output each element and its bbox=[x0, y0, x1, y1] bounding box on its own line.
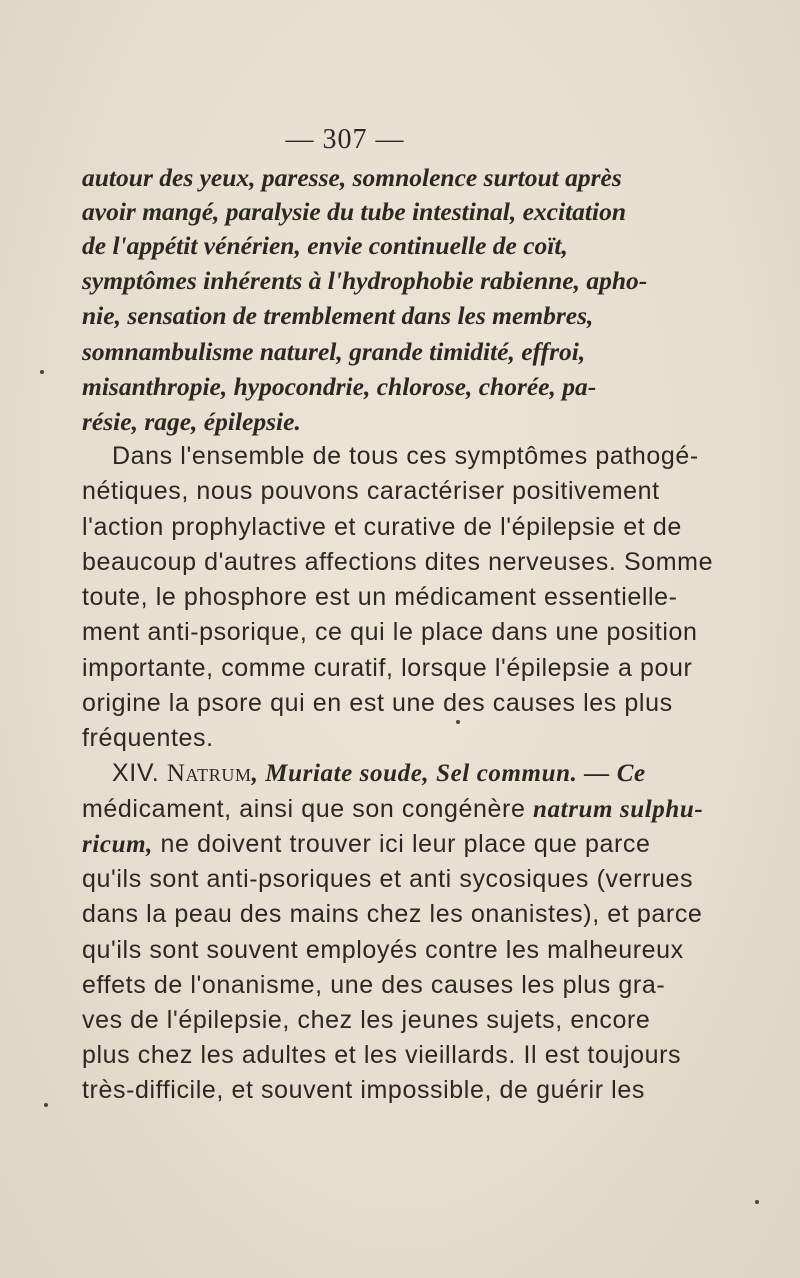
text-line-12: beaucoup d'autres affections dites nerveuses. Somme bbox=[82, 548, 714, 576]
text-line-19-rest: ne doivent trouver ici leur place que parce bbox=[152, 830, 651, 858]
text-line-18-start: médicament, ainsi que son congénère bbox=[82, 795, 526, 823]
paper-speck bbox=[40, 370, 44, 374]
paper-speck bbox=[456, 720, 460, 724]
section-heading-line bbox=[112, 758, 652, 789]
text-line-7: misanthropie, hypocondrie, chlorose, chorée, pa- bbox=[82, 372, 597, 401]
text-line-10: nétiques, nous pouvons caractériser positivement bbox=[82, 477, 660, 505]
text-line-23: effets de l'onanisme, une des causes les plus gra- bbox=[82, 971, 666, 999]
text-line-26: très-difficile, et souvent impossible, de guérir les bbox=[82, 1076, 645, 1104]
text-line-22: qu'ils sont souvent employés contre les malheureux bbox=[82, 936, 684, 964]
section-numeral: XIV. bbox=[112, 759, 160, 787]
text-line-2: avoir mangé, paralysie du tube intestinal, excitation bbox=[82, 197, 627, 226]
text-line-21: dans la peau des mains chez les onanistes), et parce bbox=[82, 900, 703, 928]
text-line-11: l'action prophylactive et curative de l'épilepsie et de bbox=[82, 513, 682, 541]
text-line-8: résie, rage, épilepsie. bbox=[82, 407, 301, 436]
text-line-6: somnambulisme naturel, grande timidité, effroi, bbox=[82, 337, 586, 366]
section-title: , Muriate soude, Sel commun. — Ce bbox=[251, 760, 646, 787]
text-line-24: ves de l'épilepsie, chez les jeunes sujets, encore bbox=[82, 1006, 651, 1034]
section-name: Natrum bbox=[166, 760, 252, 787]
drug-name-italic: natrum sulphu- bbox=[533, 796, 704, 823]
text-line-4: symptômes inhérents à l'hydrophobie rabienne, apho- bbox=[82, 266, 648, 295]
text-line-14: ment anti-psorique, ce qui le place dans une position bbox=[82, 618, 698, 646]
text-line-13: toute, le phosphore est un médicament essentielle- bbox=[82, 583, 678, 611]
text-line-15: importante, comme curatif, lorsque l'épilepsie a pour bbox=[82, 654, 693, 682]
text-line-25: plus chez les adultes et les vieillards. Il est toujours bbox=[82, 1041, 682, 1069]
text-line-5: nie, sensation de tremblement dans les membres, bbox=[82, 301, 594, 330]
text-line-20: qu'ils sont anti-psoriques et anti sycosiques (verrues bbox=[82, 865, 694, 893]
text-line-17: fréquentes. bbox=[82, 724, 214, 752]
text-line-16: origine la psore qui en est une des causes les plus bbox=[82, 689, 673, 717]
text-line-3: de l'appétit vénérien, envie continuelle de coït, bbox=[82, 231, 568, 260]
page-number: — 307 — bbox=[285, 124, 405, 155]
text-line-9: Dans l'ensemble de tous ces symptômes pathogé- bbox=[112, 442, 699, 470]
text-line-19 bbox=[82, 829, 651, 860]
paper-speck bbox=[755, 1200, 759, 1204]
text-line-1: autour des yeux, paresse, somnolence surtout après bbox=[82, 163, 622, 192]
drug-name-italic-cont: ricum, bbox=[82, 831, 153, 858]
paper-speck bbox=[44, 1103, 48, 1107]
text-line-18 bbox=[82, 794, 704, 825]
